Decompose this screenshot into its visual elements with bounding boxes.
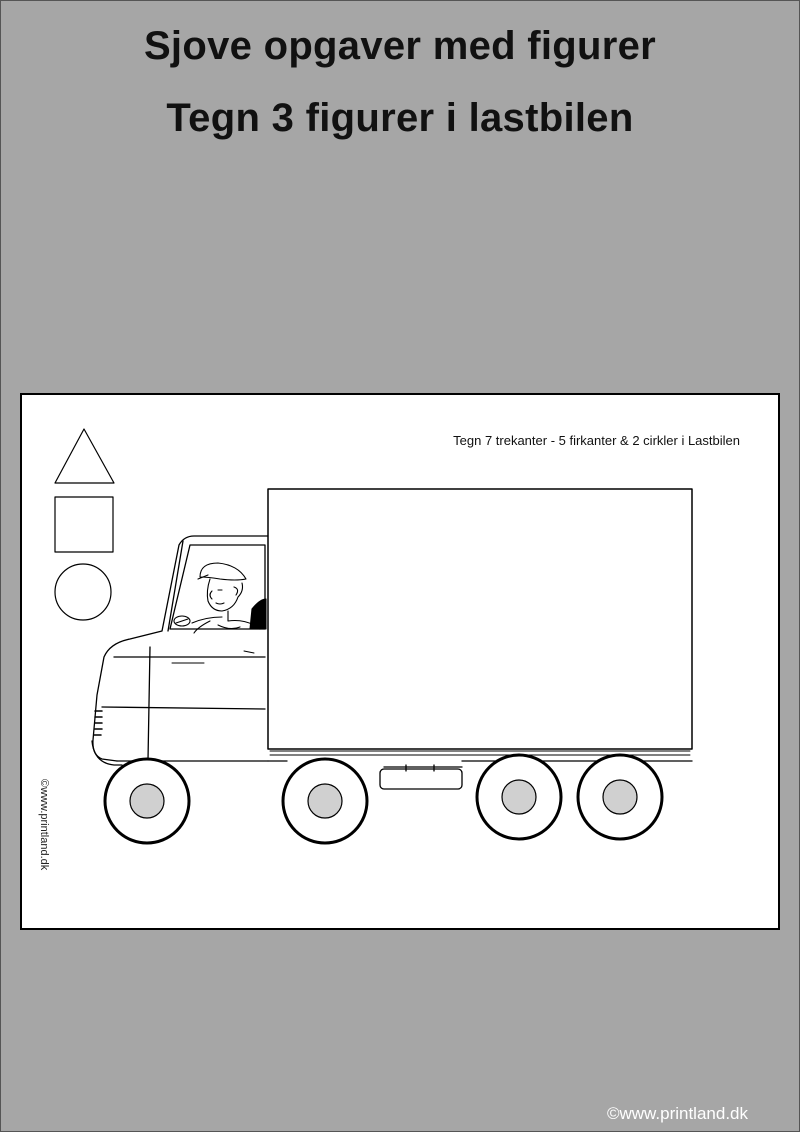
page-title: Sjove opgaver med figurer <box>143 24 657 68</box>
circle-shape <box>55 564 111 620</box>
cab-mirror-mark <box>244 651 254 653</box>
truck-illustration <box>22 395 778 928</box>
fuel-tank-straps <box>406 765 434 771</box>
cab-crease-2 <box>102 707 265 709</box>
cab-outline <box>93 536 268 761</box>
side-credit: ©www.printland.dk <box>38 779 50 871</box>
triangle-shape <box>55 429 114 483</box>
footer-credit: ©www.printland.dk <box>606 1104 748 1123</box>
wheel-front-left <box>105 759 189 843</box>
instruction-text: Tegn 7 trekanter - 5 firkanter & 2 cirkler i Lastbilen <box>453 433 740 448</box>
wheels <box>105 755 662 843</box>
fuel-tank <box>380 769 462 789</box>
cargo-box <box>268 489 692 749</box>
driver-figure <box>174 563 266 633</box>
square-shape <box>55 497 113 552</box>
wheel-rear-2 <box>578 755 662 839</box>
page-subtitle: Tegn 3 figurer i lastbilen <box>166 96 634 140</box>
wheel-rear-1 <box>477 755 561 839</box>
cab-door-line <box>148 647 150 760</box>
worksheet <box>20 393 780 930</box>
chassis-line <box>268 761 462 767</box>
wheel-front-right <box>283 759 367 843</box>
